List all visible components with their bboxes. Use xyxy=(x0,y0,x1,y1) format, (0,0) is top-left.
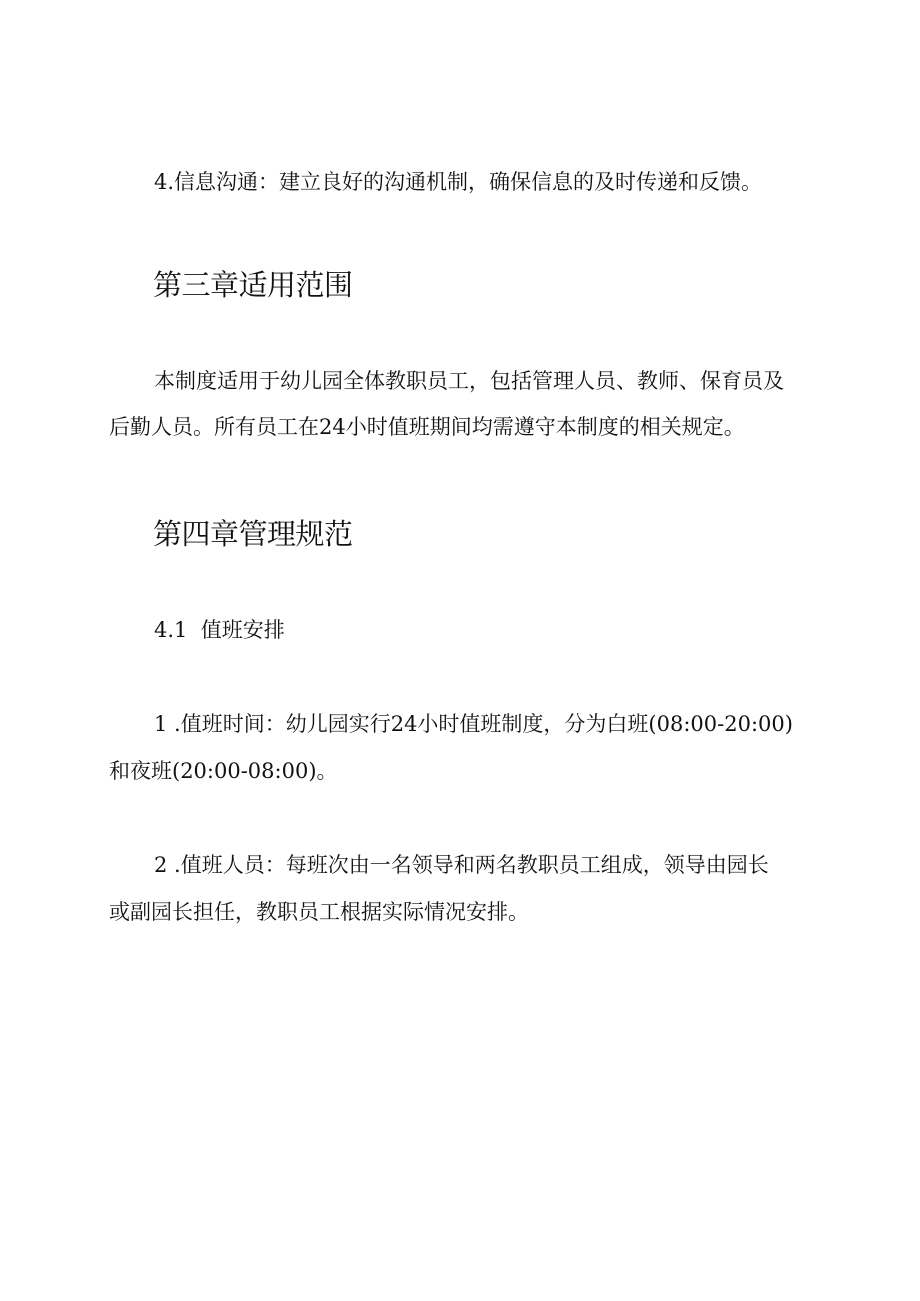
item-1-line-1: 1 .值班时间：幼儿园实行24小时值班制度，分为白班(08:00-20:00) xyxy=(154,712,793,736)
item-2-line-2: 或副园长担任，教职员工根据实际情况安排。 xyxy=(109,900,529,924)
chapter-3-body-line-1: 本制度适用于幼儿园全体教职员工，包括管理人员、教师、保育员及 xyxy=(154,369,784,393)
chapter-4-title: 第四章管理规范 xyxy=(153,517,353,551)
item-2-line-1: 2 .值班人员：每班次由一名领导和两名教职员工组成，领导由园长 xyxy=(154,853,769,877)
item-4-info-communication: 4.信息沟通：建立良好的沟通机制，确保信息的及时传递和反馈。 xyxy=(154,170,763,194)
chapter-3-title: 第三章适用范围 xyxy=(153,268,353,302)
chapter-3-body-line-2: 后勤人员。所有员工在24小时值班期间均需遵守本制度的相关规定。 xyxy=(109,415,745,439)
section-4-1-title: 4.1 值班安排 xyxy=(154,618,285,642)
item-1-line-2: 和夜班(20:00-08:00)。 xyxy=(109,759,338,783)
